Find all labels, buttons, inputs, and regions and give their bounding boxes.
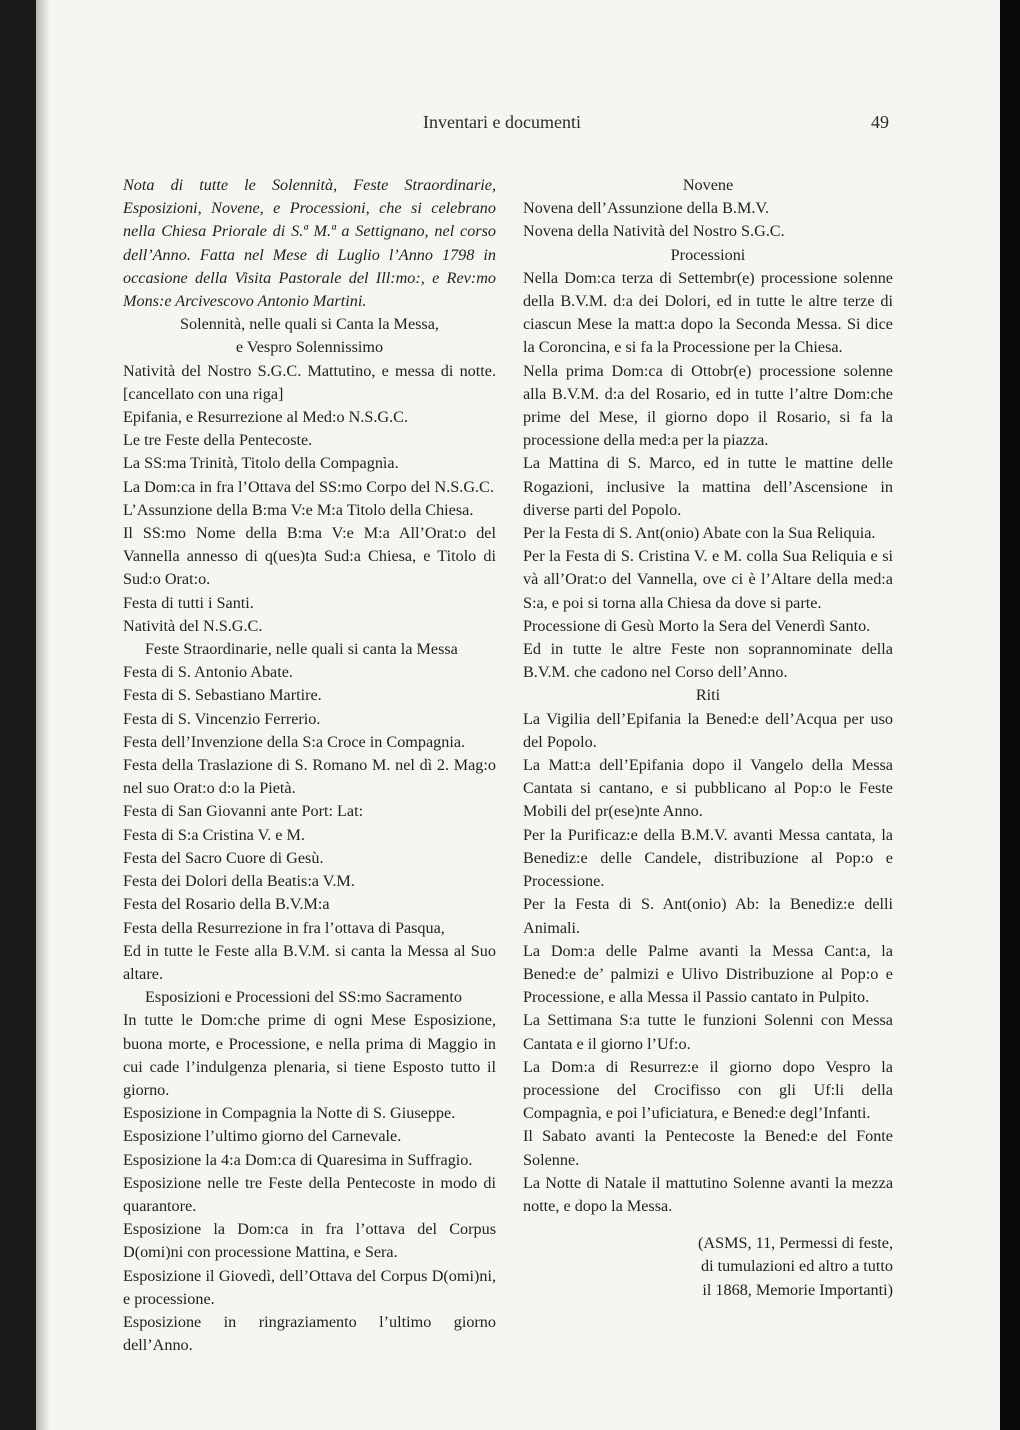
list-item: Festa dei Dolori della Beatis:a V.M. — [123, 872, 355, 891]
list-item: Il Sabato avanti la Pentecoste la Bened:e del Fonte Solenne. — [523, 1127, 893, 1169]
section-heading: Processioni — [670, 245, 746, 264]
list-item: Festa di S. Vincenzio Ferrerio. — [123, 709, 321, 728]
list-item: Festa di S. Sebastiano Martire. — [123, 686, 322, 705]
list-item: La SS:ma Trinità, Titolo della Compagnìa. — [123, 454, 399, 473]
list-item: Nella Dom:ca terza di Settembr(e) processione solenne della B.V.M. d:a dei Dolori, ed in tutte le altre terze di ciascun Mese la matt:a dopo la Seconda Messa. Si dice la Coroncina, e si fa la Processione per la Chiesa. — [523, 268, 893, 357]
source-citation: (ASMS, 11, Permessi di feste, — [698, 1234, 893, 1253]
list-item: La Matt:a dell’Epifania dopo il Vangelo della Messa Cantata si cantano, e si pubblicano al Pop:o le Feste Mobili del pr(ese)nte Anno. — [523, 756, 893, 821]
list-item: Il SS:mo Nome della B:ma V:e M:a All’Orat:o del Vannella annesso di q(ues)ta Sud:a Chiesa, e Titolo di Sud:o Orat:o. — [123, 524, 496, 589]
list-item: La Dom:ca in fra l’Ottava del SS:mo Corpo del N.S.G.C. — [123, 477, 494, 496]
list-item: Esposizione nelle tre Feste della Pentecoste in modo di quarantore. — [123, 1173, 496, 1215]
list-item: Esposizione in ringraziamento l’ultimo giorno dell’Anno. — [123, 1312, 496, 1355]
section-heading: Feste Straordinarie, nelle quali si canta la Messa — [145, 640, 458, 659]
spacer — [523, 1218, 893, 1232]
list-item: Per la Festa di S. Ant(onio) Ab: la Benediz:e delli Animali. — [523, 895, 893, 937]
list-item: Festa della Resurrezione in fra l’ottava di Pasqua, — [123, 918, 445, 937]
list-item: Natività del N.S.G.C. — [123, 616, 263, 635]
list-item: Esposizione in Compagnia la Notte di S. Giuseppe. — [123, 1104, 456, 1123]
section-heading: e Vespro Solennissimo — [235, 338, 384, 357]
list-item: La Settimana S:a tutte le funzioni Solenni con Messa Cantata e il giorno l’Uf:o. — [523, 1011, 893, 1053]
section-heading: Riti — [695, 686, 721, 705]
list-item: Per la Festa di S. Ant(onio) Abate con la Sua Reliquia. — [523, 524, 876, 543]
list-item: Esposizione la Dom:ca in fra l’ottava del Corpus D(omi)ni con processione Mattina, e Sera. — [123, 1220, 496, 1262]
list-item: Festa del Sacro Cuore di Gesù. — [123, 848, 324, 867]
list-item: Festa di tutti i Santi. — [123, 593, 254, 612]
section-heading: Esposizioni e Processioni del SS:mo Sacramento — [145, 988, 462, 1007]
section-heading: Solennità, nelle quali si Canta la Messa, — [180, 315, 439, 334]
list-item: Per la Festa di S. Cristina V. e M. colla Sua Reliquia e si và all’Orat:o del Vannella, ove ci è l’Altare della med:a S:a, e poi si torna alla Chiesa da dove si parte. — [523, 547, 893, 612]
list-item: Festa di S. Antonio Abate. — [123, 663, 293, 682]
list-item: La Mattina di S. Marco, ed in tutte le mattine delle Rogazioni, inclusive la mattina dell’Ascensione in diverse parti del Popolo. — [523, 454, 893, 519]
page-gutter-shadow — [36, 0, 50, 1430]
list-item: Esposizione l’ultimo giorno del Carnevale. — [123, 1127, 402, 1146]
source-citation: il 1868, Memorie Importanti) — [702, 1280, 893, 1299]
list-item: Festa dell’Invenzione della S:a Croce in Compagnia. — [123, 732, 466, 751]
list-item: Ed in tutte le Feste alla B.V.M. si canta la Messa al Suo altare. — [123, 941, 496, 983]
page-number: 49 — [871, 112, 889, 132]
running-header: Inventari e documenti — [423, 112, 581, 132]
list-item: Festa del Rosario della B.V.M:a — [123, 895, 330, 914]
source-citation: di tumulazioni ed altro a tutto — [701, 1257, 893, 1276]
list-item: Per la Purificaz:e della B.M.V. avanti Messa cantata, la Benediz:e delle Candele, distribuzione al Pop:o e Processione. — [523, 825, 893, 891]
list-item: Ed in tutte le altre Feste non soprannominate della B.V.M. che cadono nel Corso dell’Anno. — [523, 640, 893, 682]
list-item: Epifania, e Resurrezione al Med:o N.S.G.C. — [123, 408, 409, 427]
list-item: La Notte di Natale il mattutino Solenne avanti la mezza notte, e dopo la Messa. — [523, 1173, 893, 1215]
right-column — [523, 174, 893, 1302]
list-item: La Vigilia dell’Epifania la Bened:e dell’Acqua per uso del Popolo. — [523, 709, 893, 751]
list-item: La Dom:a di Resurrez:e il giorno dopo Vespro la processione del Crocifisso con gli Uf:li della Compagnìa, e poi l’uficiatura, e Bened:e degl’Infanti. — [523, 1057, 893, 1123]
list-item: L’Assunzione della B:ma V:e M:a Titolo della Chiesa. — [123, 500, 474, 519]
list-item: Festa della Traslazione di S. Romano M. nel dì 2. Mag:o nel suo Orat:o d:o la Pietà. — [123, 756, 496, 798]
left-column — [123, 174, 496, 1357]
list-item: Natività del Nostro S.G.C. Mattutino, e messa di notte. [cancellato con una riga] — [123, 361, 496, 403]
document-heading: Nota di tutte le Solennità, Feste Straordinarie, Esposizioni, Novene, e Processioni, che si celebrano nella Chiesa Priorale di S.ª M.ª a Settignano, nel corso dell’Anno. Fatta nel Mese di Luglio l’Anno 1798 in occasione della Visita Pastorale del Ill:mo:, e Rev:mo Mons:e Arcivescovo Antonio Martini. — [123, 176, 496, 311]
list-item: Nella prima Dom:ca di Ottobr(e) processione solenne alla B.V.M. d:a del Rosario, ed in tutte l’altre Dom:che prime del Mese, il giorno dopo il Rosario, si fa la processione della med:a per la piazza. — [523, 361, 893, 450]
list-item: Festa di San Giovanni ante Port: Lat: — [123, 802, 364, 821]
section-heading: Novene — [682, 176, 734, 194]
list-item: Le tre Feste della Pentecoste. — [123, 431, 313, 450]
list-item: Esposizione il Giovedì, dell’Ottava del Corpus D(omi)ni, e processione. — [123, 1266, 496, 1308]
list-item: Processione di Gesù Morto la Sera del Venerdì Santo. — [523, 616, 871, 635]
list-item: Novena dell’Assunzione della B.M.V. — [523, 199, 770, 218]
list-item: La Dom:a delle Palme avanti la Messa Cant:a, la Bened:e de’ palmizi e Ulivo Distribuzione al Pop:o e Processione, e alla Messa il Passio cantato in Pulpito. — [523, 941, 893, 1007]
list-item: Festa di S:a Cristina V. e M. — [123, 825, 305, 844]
scan-border — [1000, 0, 1020, 1430]
list-item: In tutte le Dom:che prime di ogni Mese Esposizione, buona morte, e Processione, e nella prima di Maggio in cui cade l’indulgenza plenaria, si tiene Esposto tutto il giorno. — [123, 1011, 496, 1099]
list-item: Novena della Natività del Nostro S.G.C. — [523, 222, 785, 241]
list-item: Esposizione la 4:a Dom:ca di Quaresima in Suffragio. — [123, 1150, 473, 1169]
